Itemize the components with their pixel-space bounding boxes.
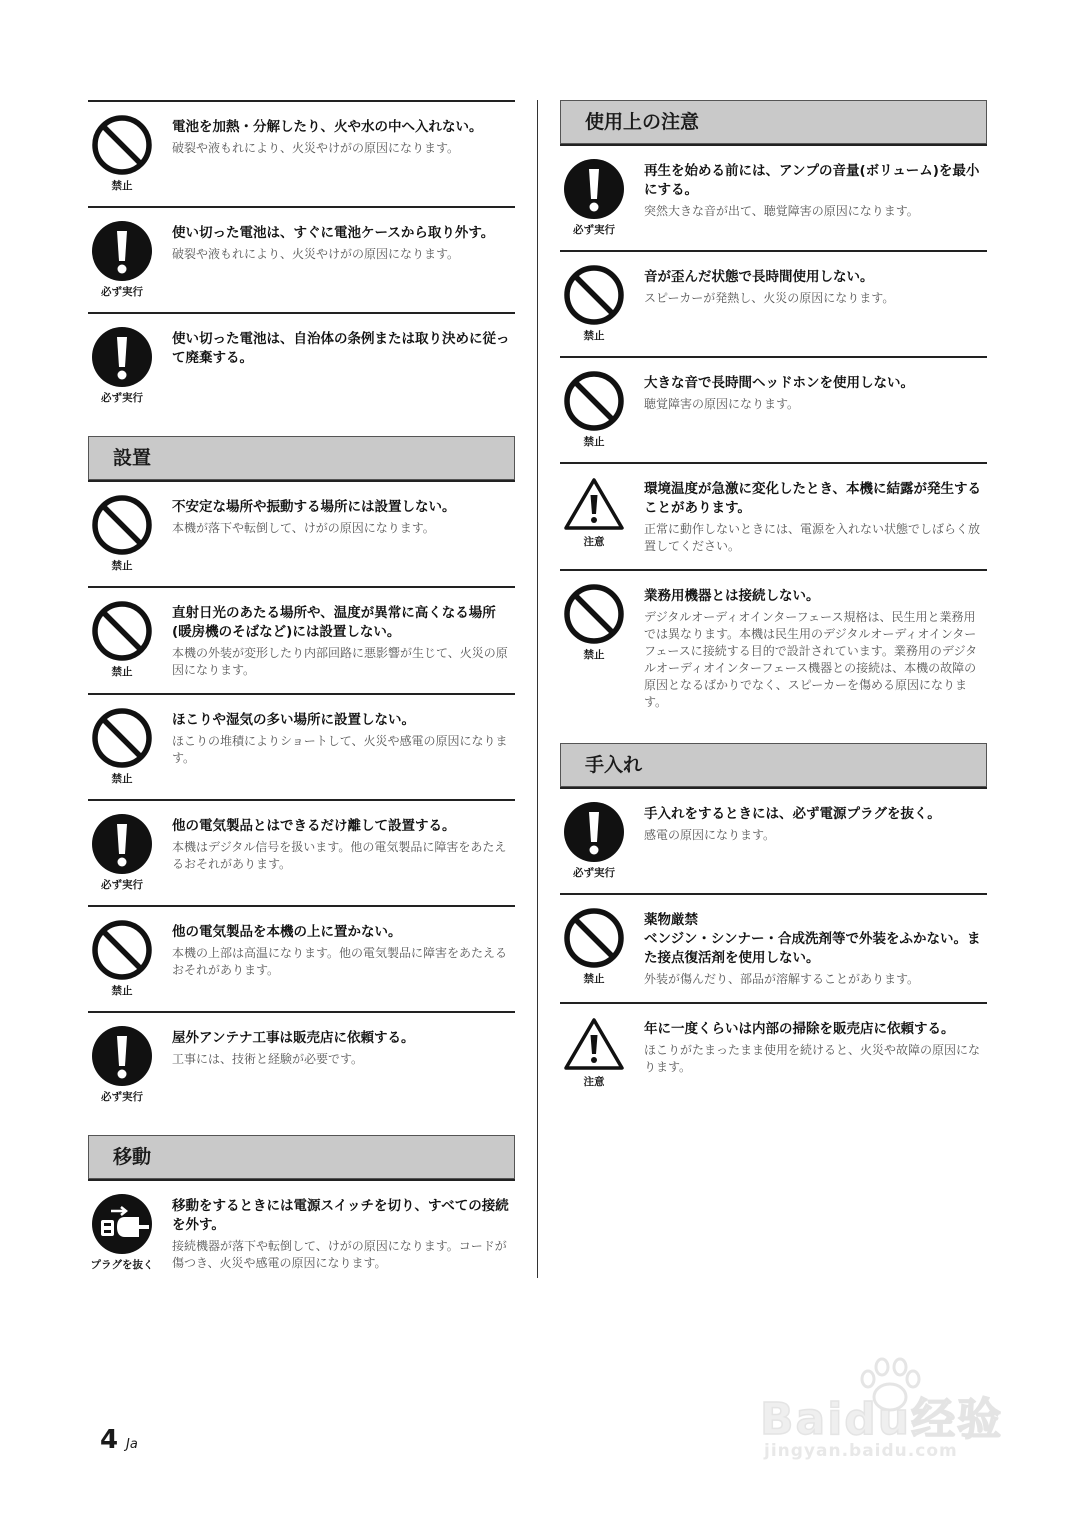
section-gap (560, 725, 987, 743)
safety-item (88, 312, 515, 418)
safety-item (560, 569, 987, 725)
item-title: 他の電気製品とはできるだけ離して設置する。 (172, 818, 456, 834)
safety-item (88, 480, 515, 586)
icon-label: 注意 (583, 536, 605, 548)
unplug-icon (90, 1193, 154, 1272)
mandatory-icon (90, 813, 154, 892)
right-column (560, 100, 987, 1108)
item-description: 接続機器が落下や転倒して、けがの原因になります。コードが傷つき、火災や感電の原因になります。 (172, 1239, 507, 1270)
item-description: 聴覚障害の原因になります。 (644, 397, 800, 411)
item-title: ほこりや湿気の多い場所に設置しない。 (172, 712, 415, 728)
prohibit-icon (90, 600, 154, 679)
safety-item (560, 356, 987, 462)
item-description: デジタルオーディオインターフェース規格は、民生用と業務用では異なります。本機は民生用のデジタルオーディオインターフェースに接続する目的で設計されています。業務用のデジタルオーディオインターフェース機器との接続は、本機の故障の原因となるばかりでなく、スピーカーを傷める原因になります。 (644, 610, 978, 709)
icon-label: 禁止 (583, 973, 605, 985)
item-description: 正常に動作しないときには、電源を入れない状態でしばらく放置してください。 (644, 522, 981, 553)
prohibit-icon (90, 707, 154, 786)
item-title: 環境温度が急激に変化したとき、本機に結露が発生することがあります。 (644, 481, 981, 516)
item-description: 本機が落下や転倒して、けがの原因になります。 (172, 521, 435, 535)
safety-item (88, 1011, 515, 1117)
item-description: 突然大きな音が出て、聴覚障害の原因になります。 (644, 204, 919, 218)
prohibit-icon (90, 494, 154, 573)
item-title: 業務用機器とは接続しない。 (644, 588, 820, 604)
safety-item (88, 693, 515, 799)
icon-label: 必ず実行 (101, 392, 143, 404)
icon-label: 注意 (583, 1076, 605, 1088)
item-title: 他の電気製品を本機の上に置かない。 (172, 924, 402, 940)
section-heading: 手入れ (560, 743, 987, 787)
icon-label: 禁止 (111, 985, 133, 997)
item-title: 音が歪んだ状態で長時間使用しない。 (644, 269, 874, 285)
safety-item (560, 1002, 987, 1108)
item-description: 破裂や液もれにより、火災やけがの原因になります。 (172, 141, 460, 155)
safety-item (560, 893, 987, 1002)
icon-label: 必ず実行 (573, 224, 615, 236)
page-number: 4 (100, 1425, 119, 1455)
safety-item (88, 206, 515, 312)
icon-label: 禁止 (111, 773, 133, 785)
item-description: スピーカーが発熱し、火災の原因になります。 (644, 291, 895, 305)
icon-label: 禁止 (583, 649, 605, 661)
section-heading: 移動 (88, 1135, 515, 1179)
icon-label: プラグを抜く (90, 1259, 154, 1271)
item-description: ほこりの堆積によりショートして、火災や感電の原因になります。 (172, 734, 508, 765)
prohibit-icon (562, 370, 626, 449)
section-gap (88, 418, 515, 436)
item-description: 感電の原因になります。 (644, 828, 776, 842)
caution-icon (562, 1016, 626, 1089)
item-description: 外装が傷んだり、部品が溶解することがあります。 (644, 972, 920, 986)
icon-label: 禁止 (583, 436, 605, 448)
icon-label: 必ず実行 (101, 286, 143, 298)
icon-label: 禁止 (111, 666, 133, 678)
item-title: 大きな音で長時間ヘッドホンを使用しない。 (644, 375, 914, 391)
icon-label: 禁止 (111, 180, 133, 192)
icon-label: 禁止 (583, 330, 605, 342)
item-title: 手入れをするときには、必ず電源プラグを抜く。 (644, 806, 941, 822)
item-title: 再生を始める前には、アンプの音量(ボリューム)を最小にする。 (644, 163, 980, 198)
safety-item (88, 586, 515, 693)
item-title: 電池を加熱・分解したり、火や水の中へ入れない。 (172, 119, 483, 135)
icon-label: 必ず実行 (573, 867, 615, 879)
icon-label: 必ず実行 (101, 879, 143, 891)
item-title: 使い切った電池は、自治体の条例または取り決めに従って廃棄する。 (172, 331, 510, 366)
mandatory-icon (562, 158, 626, 237)
safety-item (560, 787, 987, 893)
column-divider (537, 100, 538, 1278)
section-heading: 設置 (88, 436, 515, 480)
item-description: 本機の外装が変形したり内部回路に悪影響が生じて、火災の原因になります。 (172, 646, 508, 677)
item-description: 本機はデジタル信号を扱います。他の電気製品に障害をあたえるおそれがあります。 (172, 840, 507, 871)
icon-label: 禁止 (111, 560, 133, 572)
safety-item (560, 250, 987, 356)
item-description: 工事には、技術と経験が必要です。 (172, 1052, 364, 1066)
item-title: 不安定な場所や振動する場所には設置しない。 (172, 499, 456, 515)
item-title: 直射日光のあたる場所や、温度が異常に高くなる場所(暖房機のそばなど)には設置しない。 (172, 605, 496, 640)
mandatory-icon (562, 801, 626, 880)
prohibit-icon (562, 583, 626, 662)
section-gap (88, 1117, 515, 1135)
prohibit-icon (562, 907, 626, 986)
item-title: 薬物厳禁 ベンジン・シンナー・合成洗剤等で外装をふかない。また接点復活剤を使用しない。 (644, 912, 981, 966)
prohibit-icon (90, 919, 154, 998)
safety-item (88, 100, 515, 206)
safety-item (560, 462, 987, 569)
icon-label: 必ず実行 (101, 1091, 143, 1103)
item-title: 年に一度くらいは内部の掃除を販売店に依頼する。 (644, 1021, 955, 1037)
mandatory-icon (90, 326, 154, 405)
safety-item (88, 799, 515, 905)
mandatory-icon (90, 220, 154, 299)
section-heading: 使用上の注意 (560, 100, 987, 144)
watermark-url: jingyan.baidu.com (764, 1441, 958, 1461)
page-language: Ja (126, 1437, 138, 1452)
watermark-text: Baidu经验 (760, 1394, 1004, 1445)
item-description: 破裂や液もれにより、火災やけがの原因になります。 (172, 247, 460, 261)
item-description: ほこりがたまったまま使用を続けると、火災や故障の原因になります。 (644, 1043, 981, 1074)
prohibit-icon (90, 114, 154, 193)
item-description: 本機の上部は高温になります。他の電気製品に障害をあたえるおそれがあります。 (172, 946, 508, 977)
item-title: 屋外アンテナ工事は販売店に依頼する。 (172, 1030, 415, 1046)
safety-item (88, 905, 515, 1011)
safety-item (88, 1179, 515, 1286)
left-column (88, 100, 515, 1286)
caution-icon (562, 476, 626, 549)
item-title: 使い切った電池は、すぐに電池ケースから取り外す。 (172, 225, 495, 241)
safety-item (560, 144, 987, 250)
prohibit-icon (562, 264, 626, 343)
item-title: 移動をするときには電源スイッチを切り、すべての接続を外す。 (172, 1198, 509, 1233)
mandatory-icon (90, 1025, 154, 1104)
watermark-logo (760, 1355, 1020, 1475)
